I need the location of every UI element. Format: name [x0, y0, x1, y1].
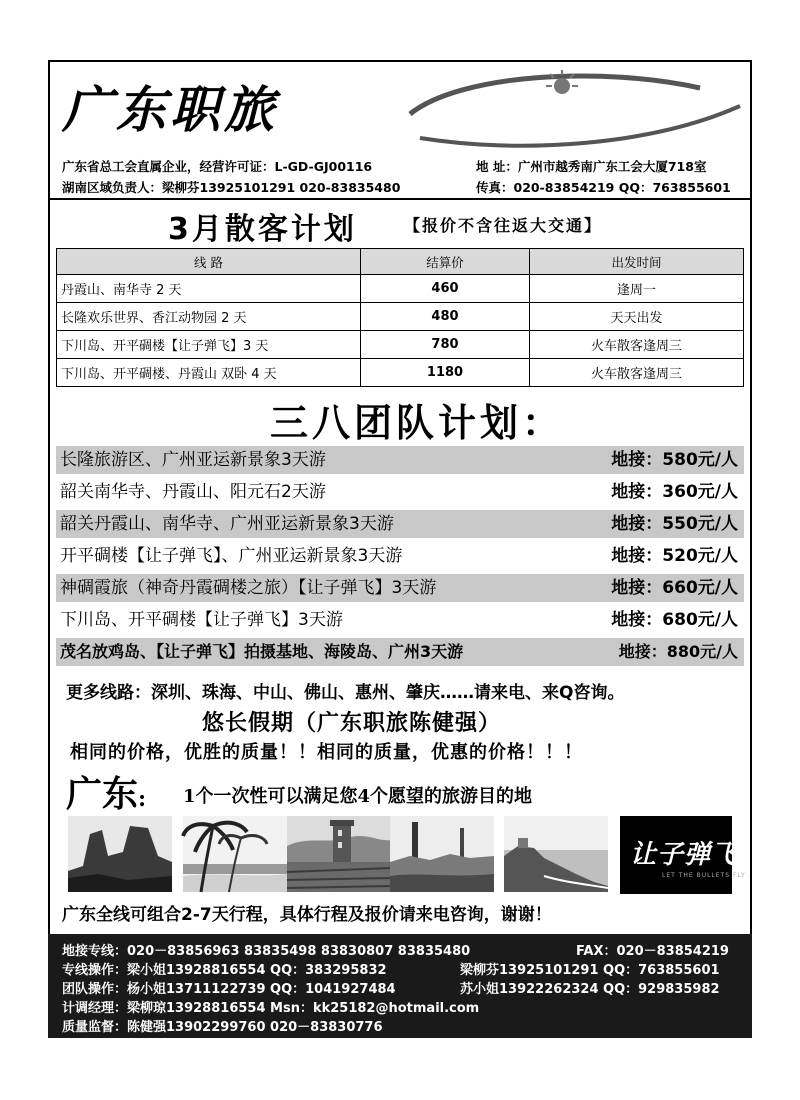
route-cell: 下川岛、开平碉楼【让子弹飞】3 天: [57, 331, 361, 359]
footer-note: 广东全线可组合2-7天行程，具体行程及报价请来电咨询，谢谢！: [62, 905, 552, 925]
team-operator-2: 苏小姐13922262324 QQ：929835982: [460, 982, 720, 997]
movie-logo-subtitle: LET THE BULLETS FLY: [662, 872, 746, 879]
photo-coastline: [504, 816, 608, 892]
team-operator-1: 团队操作：杨小姐13711122739 QQ：1041927484: [62, 982, 396, 997]
photo-coast-graphic: [504, 816, 608, 892]
group-route: 长隆旅游区、广州亚运新景象3天游: [60, 450, 326, 470]
table-row: [57, 359, 744, 387]
guangdong-heading: [66, 766, 146, 817]
guangdong-colon: :: [138, 786, 147, 812]
route-table: [56, 248, 744, 387]
group-price: 地接：520元/人: [611, 546, 738, 566]
table-row: [57, 303, 744, 331]
photo-danxia-graphic: [68, 816, 172, 892]
group-price: 地接：550元/人: [611, 514, 738, 534]
more-routes: 更多线路：深圳、珠海、中山、佛山、惠州、肇庆……请来电、来Q咨询。: [66, 683, 625, 703]
table-header-row: [57, 249, 744, 275]
departure-cell: 天天出发: [530, 303, 744, 331]
table-row: [57, 331, 744, 359]
fax-qq-info: 传真：020-83854219 QQ：763855601: [476, 180, 731, 195]
manager-line: 计调经理：梁柳琼13928816554 Msn：kk25182@hotmail.com: [62, 1001, 480, 1016]
plan-title: 3月散客计划: [168, 212, 357, 247]
group-route: 开平碉楼【让子弹飞】、广州亚运新景象3天游: [60, 546, 403, 566]
license-info: 广东省总工会直属企业，经营许可证：L-GD-GJ00116: [62, 159, 373, 174]
group-row: [56, 542, 744, 570]
quality-line: 质量监督：陈健强13902299760 020－83830776: [62, 1020, 383, 1035]
header-divider: [48, 198, 752, 200]
price-cell: 460: [361, 275, 530, 303]
guangdong-big-text: 广东: [66, 773, 139, 815]
group-route: 茂名放鸡岛、【让子弹飞】拍摄基地、海陵岛、广州3天游: [60, 642, 464, 661]
guangdong-tagline: 1个一次性可以满足您4个愿望的旅游目的地: [183, 786, 533, 807]
photo-industrial-village: [390, 816, 494, 892]
group-price: 地接：580元/人: [611, 450, 738, 470]
col-price: 结算价: [361, 249, 530, 275]
group-route: 韶关南华寺、丹霞山、阳元石2天游: [60, 482, 326, 502]
col-departure: 出发时间: [530, 249, 744, 275]
movie-logo-title: 让子弹飞: [630, 840, 739, 870]
group-route: 韶关丹霞山、南华寺、广州亚运新景象3天游: [60, 514, 394, 534]
yochang-logo: [400, 66, 745, 158]
group-price: 地接：360元/人: [611, 482, 738, 502]
group-price: 地接：660元/人: [611, 578, 738, 598]
group-row: [56, 606, 744, 634]
line-operator-1: 专线操作：梁小姐13928816554 QQ：383295832: [62, 963, 387, 978]
photo-diaolou-tower: [287, 816, 391, 892]
col-route: 线 路: [57, 249, 361, 275]
group-row: [56, 638, 744, 666]
price-cell: 480: [361, 303, 530, 331]
movie-logo-let-the-bullets-fly: [620, 816, 746, 894]
slogan: 相同的价格，优胜的质量！！相同的质量，优惠的价格！！！: [70, 742, 583, 763]
departure-cell: 火车散客逢周三: [530, 359, 744, 387]
table-row: [57, 275, 744, 303]
plan-note: 【报价不含往返大交通】: [404, 216, 603, 235]
company-line: 悠长假期（广东职旅陈健强）: [202, 711, 502, 736]
hotline-line: 地接专线：020－83856963 83835498 83830807 83835480: [62, 944, 471, 959]
price-cell: 1180: [361, 359, 530, 387]
brand-title: 广东职旅: [62, 80, 278, 139]
route-cell: 下川岛、开平碉楼、丹霞山 双卧 4 天: [57, 359, 361, 387]
group-price: 地接：880元/人: [618, 642, 738, 661]
group-plan-title: 三八团队计划：: [270, 401, 565, 445]
group-price: 地接：680元/人: [611, 610, 738, 630]
group-row: [56, 446, 744, 474]
group-row: [56, 510, 744, 538]
photo-diaolou-graphic: [287, 816, 391, 892]
region-manager-info: 湖南区域负责人：梁柳芬13925101291 020-83835480: [62, 180, 401, 195]
route-cell: 长隆欢乐世界、香江动物园 2 天: [57, 303, 361, 331]
photo-village-graphic: [390, 816, 494, 892]
fax-line: FAX：020－83854219: [576, 944, 729, 959]
group-route: 下川岛、开平碉楼【让子弹飞】3天游: [60, 610, 343, 630]
route-cell: 丹霞山、南华寺 2 天: [57, 275, 361, 303]
contacts-panel: [48, 934, 752, 1038]
price-cell: 780: [361, 331, 530, 359]
departure-cell: 火车散客逢周三: [530, 331, 744, 359]
photo-palm-graphic: [183, 816, 287, 892]
group-row: [56, 478, 744, 506]
photo-palm-beach: [183, 816, 287, 892]
group-row: [56, 574, 744, 602]
group-route: 神碉霞旅（神奇丹霞碉楼之旅）【让子弹飞】3天游: [60, 578, 437, 598]
line-operator-2: 梁柳芬13925101291 QQ：763855601: [460, 963, 720, 978]
departure-cell: 逢周一: [530, 275, 744, 303]
photo-danxia-mountain: [68, 816, 172, 892]
address-info: 地 址：广州市越秀南广东工会大厦718室: [476, 159, 707, 174]
logo-swoosh-graphic: [400, 66, 745, 158]
